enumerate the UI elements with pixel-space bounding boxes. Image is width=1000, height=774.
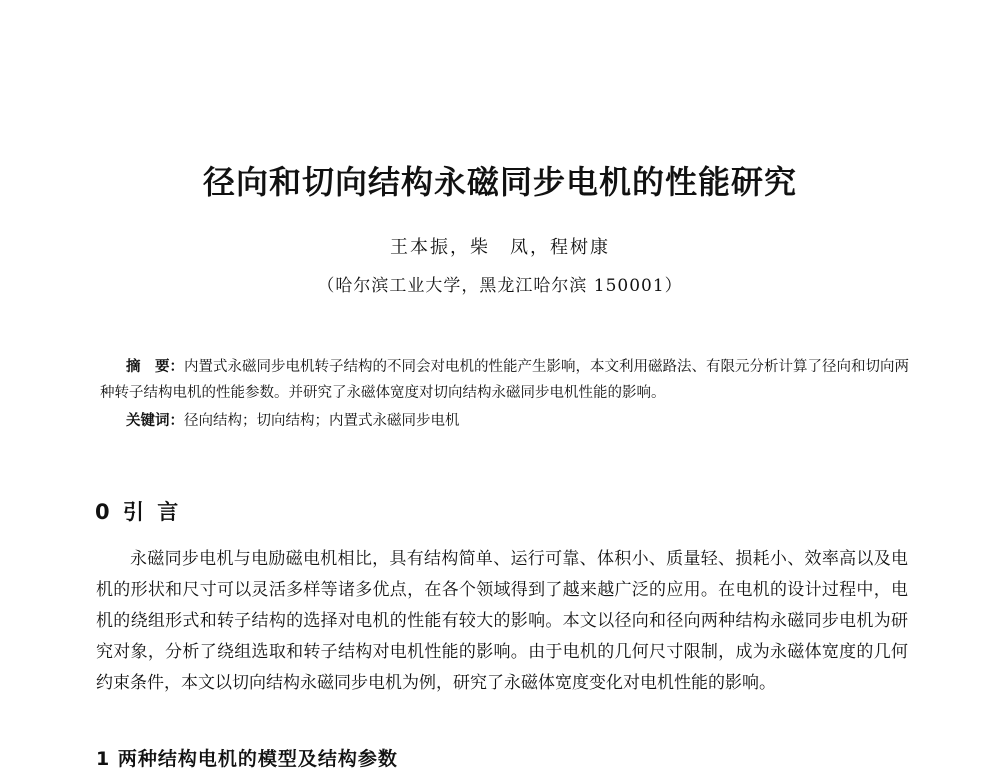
paper-title: 径向和切向结构永磁同步电机的性能研究 bbox=[202, 163, 797, 201]
paper-affiliation: （哈尔滨工业大学，黑龙江哈尔滨 150001） bbox=[317, 276, 683, 296]
abstract-label: 摘 要： bbox=[126, 359, 184, 375]
keywords-paragraph bbox=[100, 408, 910, 434]
keywords-label: 关键词： bbox=[126, 413, 184, 429]
paper-authors: 王本振，柴 凤，程树康 bbox=[390, 237, 610, 258]
abstract-paragraph bbox=[100, 354, 910, 406]
abstract-block bbox=[100, 354, 910, 434]
section-heading-introduction: 0 引 言 bbox=[95, 500, 182, 524]
introduction-body bbox=[96, 544, 908, 699]
introduction-paragraph: 永磁同步电机与电励磁电机相比，具有结构简单、运行可靠、体积小、质量轻、损耗小、效率高以及电机的形状和尺寸可以灵活多样等诸多优点，在各个领域得到了越来越广泛的应用。在电机的设计过程中，电机的绕组形式和转子结构的选择对电机的性能有较大的影响。本文以径向和径向两种结构永磁同步电机为研究对象，分析了绕组选取和转子结构对电机性能的影响。由于电机的几何尺寸限制，成为永磁体宽度的几何约束条件，本文以切向结构永磁同步电机为例，研究了永磁体宽度变化对电机性能的影响。 bbox=[96, 549, 908, 693]
section-heading-models: 1 两种结构电机的模型及结构参数 bbox=[96, 748, 398, 770]
abstract-text: 内置式永磁同步电机转子结构的不同会对电机的性能产生影响，本文利用磁路法、有限元分析计算了径向和切向两种转子结构电机的性能参数。并研究了永磁体宽度对切向结构永磁同步电机性能的影响。 bbox=[100, 359, 909, 401]
keywords-text: 径向结构；切向结构；内置式永磁同步电机 bbox=[184, 413, 460, 429]
